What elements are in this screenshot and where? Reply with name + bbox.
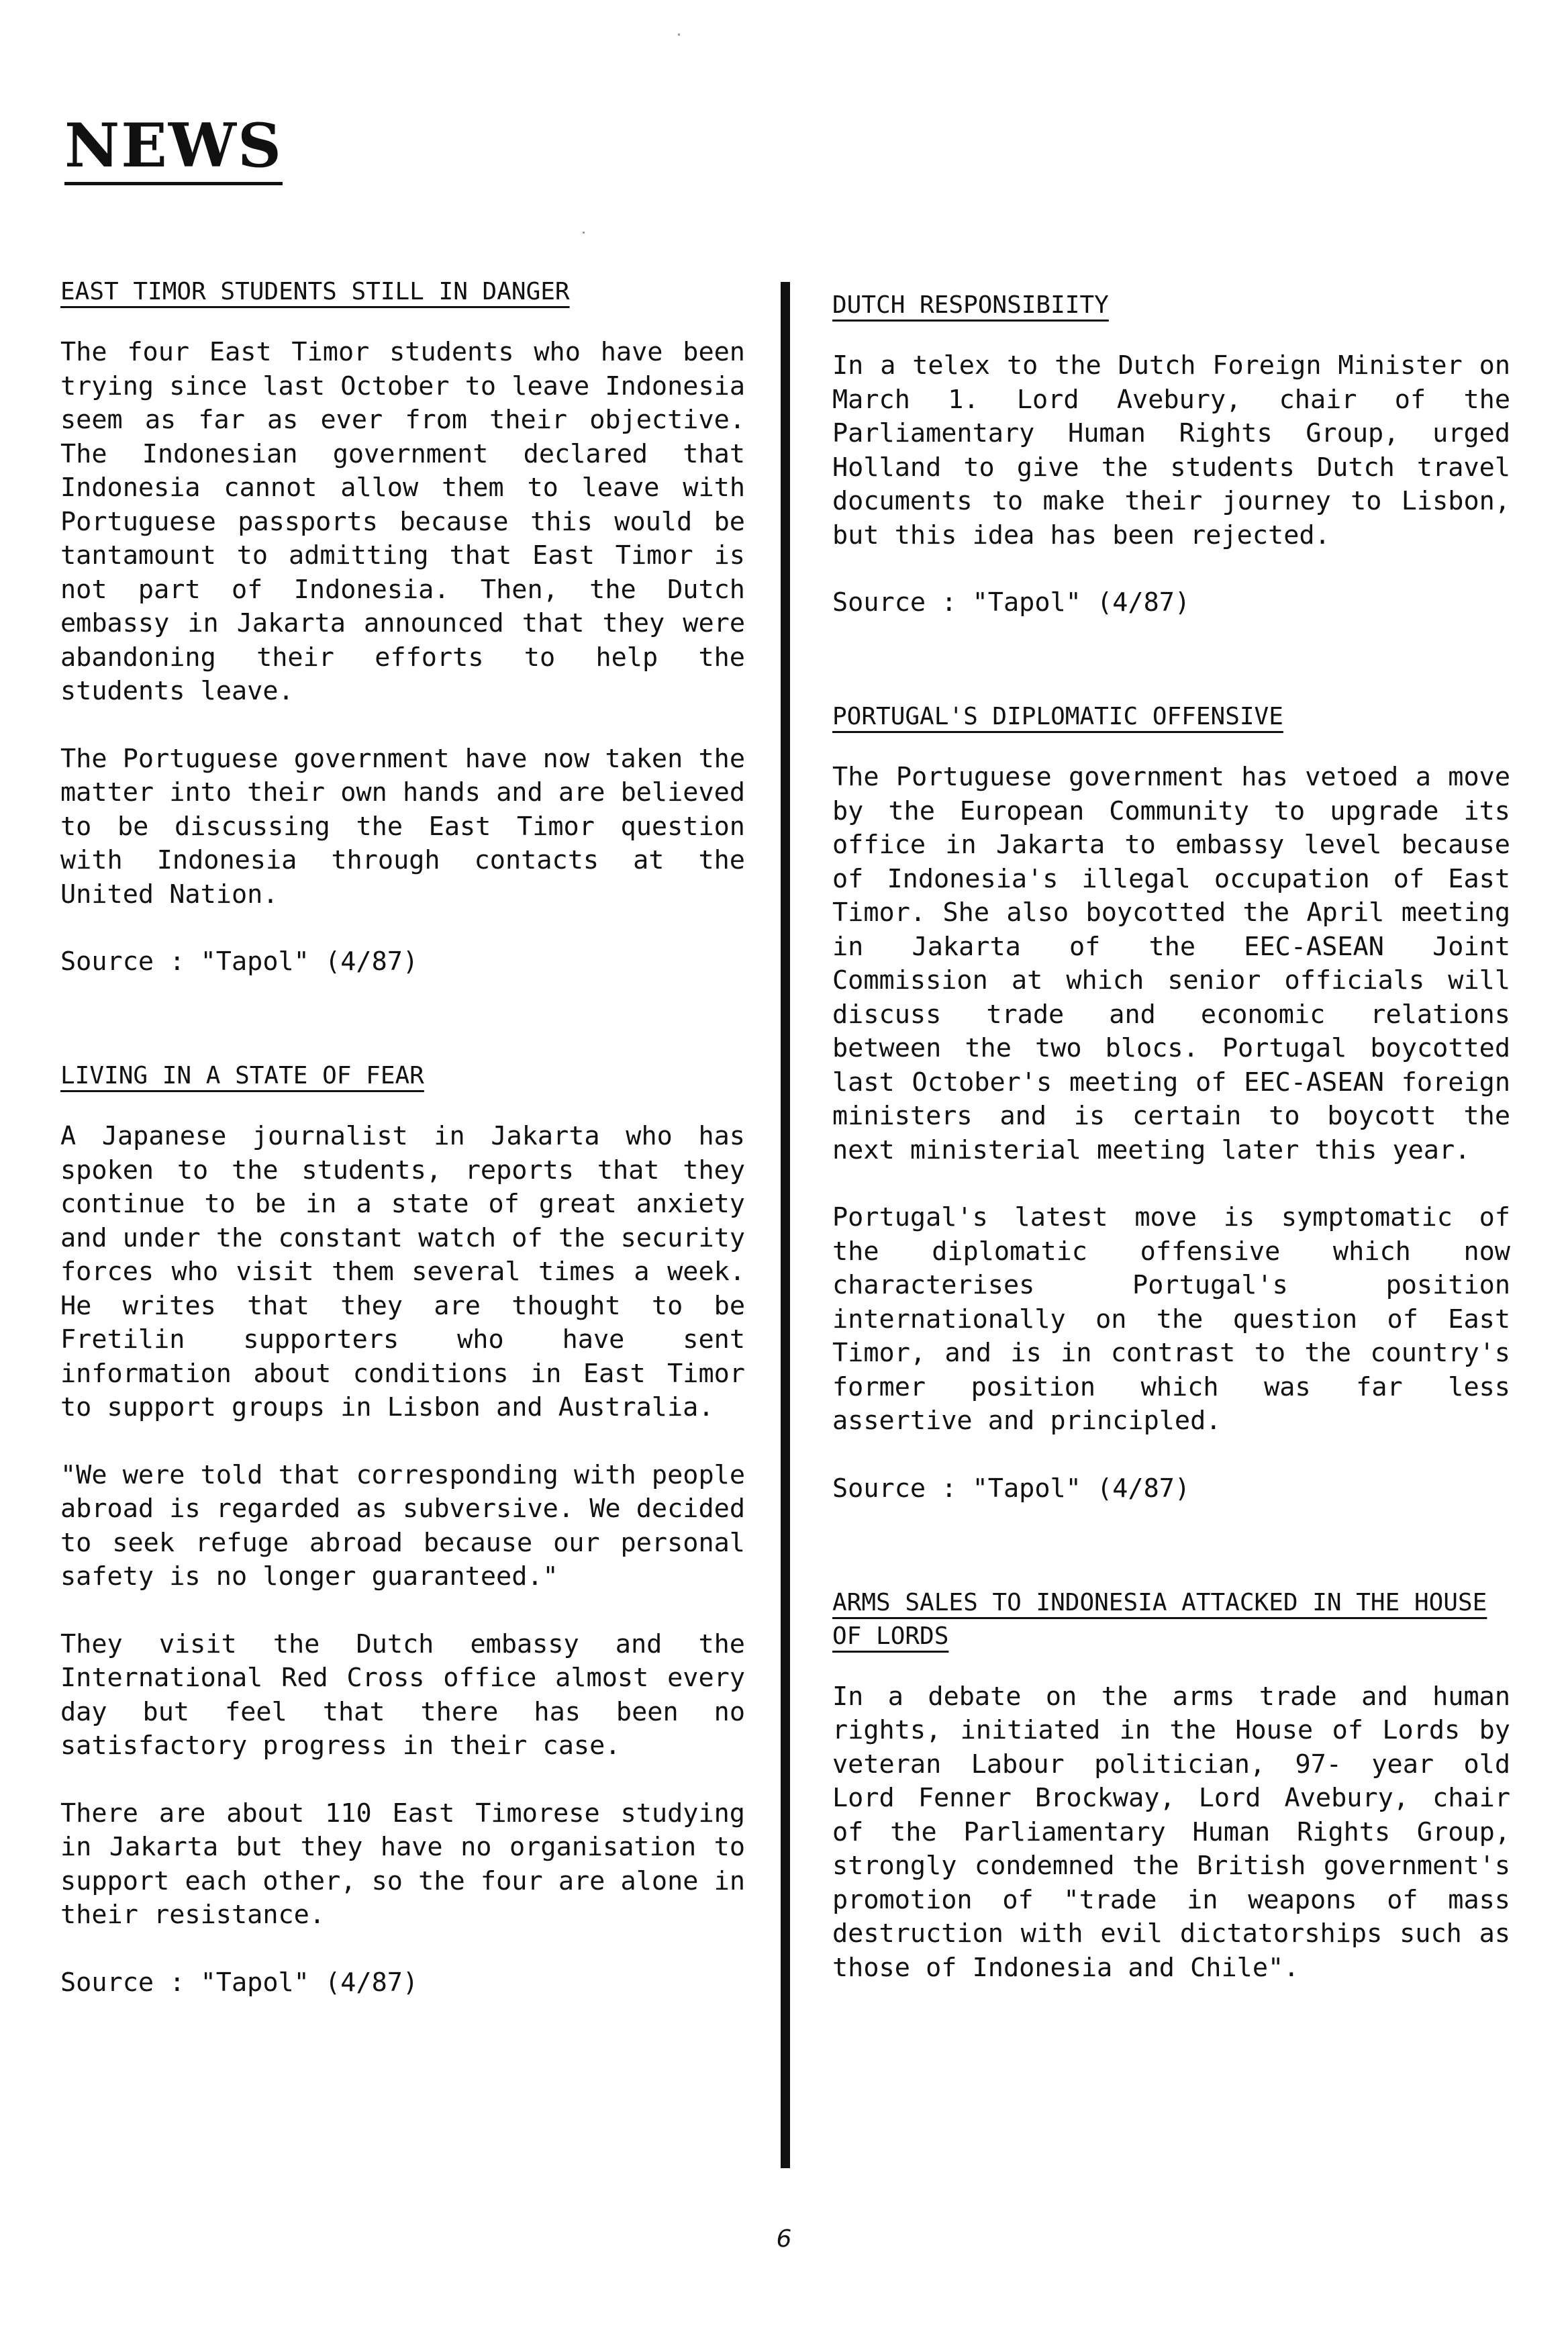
article-paragraph: The Portuguese government has vetoed a move by the European Community to upgrade its office in Jakarta to embassy level because of Indonesia's illegal occupation of East Timor. She also boycotted the April meeting in Jakarta of the EEC-ASEAN Joint Commission at which senior officials will discuss trade and economic relations between the two blocs. Portugal boycotted last October's meeting of EEC-ASEAN foreign ministers and is certain to boycott the next ministerial meeting later this year. — [832, 762, 1510, 1165]
article-paragraph: There are about 110 East Timorese studying in Jakarta but they have no organisation to support each other, so the four are alone in their resistance. — [60, 1798, 745, 1930]
column-divider — [781, 282, 790, 2168]
article-portugal-diplomatic-offensive — [832, 700, 1510, 1506]
article-paragraph: In a debate on the arms trade and human rights, initiated in the House of Lords by veteran Labour politician, 97- year old Lord Fenner Brockway, Lord Avebury, chair of the Parliamentary Human Rights Group, strongly condemned the British government's promotion of "trade in weapons of mass destruction with evil dictatorships such as those of Indonesia and Chile". — [832, 1681, 1510, 1983]
article-heading: PORTUGAL'S DIPLOMATIC OFFENSIVE — [832, 703, 1283, 730]
left-column — [60, 275, 745, 2080]
article-paragraph: The Portuguese government have now taken the matter into their own hands and are believed to be discussing the East Timor question with Indonesia through contacts at the United Nation. — [60, 743, 745, 910]
article-arms-sales — [832, 1586, 1510, 1986]
article-dutch-responsibility — [832, 289, 1510, 620]
article-paragraph: In a telex to the Dutch Foreign Minister on March 1. Lord Avebury, chair of the Parliamentary Human Rights Group, urged Holland to give the students Dutch travel documents to make their journey to Lisbon, but this idea has been rejected. — [832, 350, 1510, 550]
article-source: Source : "Tapol" (4/87) — [832, 587, 1191, 618]
scan-speck — [583, 232, 585, 234]
article-source: Source : "Tapol" (4/87) — [60, 946, 419, 977]
article-paragraph: A Japanese journalist in Jakarta who has spoken to the students, reports that they continue to be in a state of great anxiety and under the constant watch of the security forces who visit them several times a week. He writes that they are thought to be Fretilin supporters who have sent information about conditions in East Timor to support groups in Lisbon and Australia. — [60, 1121, 745, 1422]
scan-speck — [678, 34, 680, 36]
article-paragraph: They visit the Dutch embassy and the International Red Cross office almost every day but feel that there has been no satisfactory progress in their case. — [60, 1628, 745, 1761]
page-number: 6 — [776, 2225, 792, 2253]
article-heading: LIVING IN A STATE OF FEAR — [60, 1062, 424, 1089]
article-east-timor-students — [60, 275, 745, 979]
article-heading: EAST TIMOR STUDENTS STILL IN DANGER — [60, 278, 570, 305]
article-heading: ARMS SALES TO INDONESIA ATTACKED IN THE HOUSE OF LORDS — [832, 1588, 1487, 1650]
article-source: Source : "Tapol" (4/87) — [60, 1967, 419, 1998]
right-column — [832, 289, 1510, 2065]
page-title: NEWS — [64, 114, 283, 185]
article-paragraph: Portugal's latest move is symptomatic of the diplomatic offensive which now characterises Portugal's position internationally on the question of East Timor, and is in contrast to the country's former position which was far less assertive and principled. — [832, 1202, 1510, 1436]
article-heading: DUTCH RESPONSIBIITY — [832, 291, 1109, 319]
article-quote: "We were told that corresponding with people abroad is regarded as subversive. We decided to seek refuge abroad because our personal safety is no longer guaranteed." — [60, 1459, 745, 1592]
article-living-in-fear — [60, 1059, 745, 2000]
article-source: Source : "Tapol" (4/87) — [832, 1473, 1191, 1504]
article-paragraph: The four East Timor students who have been trying since last October to leave Indonesia seem as far as ever from their objective. The Indonesian government declared that Indonesia cannot allow them to leave with Portuguese passports because this would be tantamount to admitting that East Timor is not part of Indonesia. Then, the Dutch embassy in Jakarta announced that they were abandoning their efforts to help the students leave. — [60, 337, 745, 706]
